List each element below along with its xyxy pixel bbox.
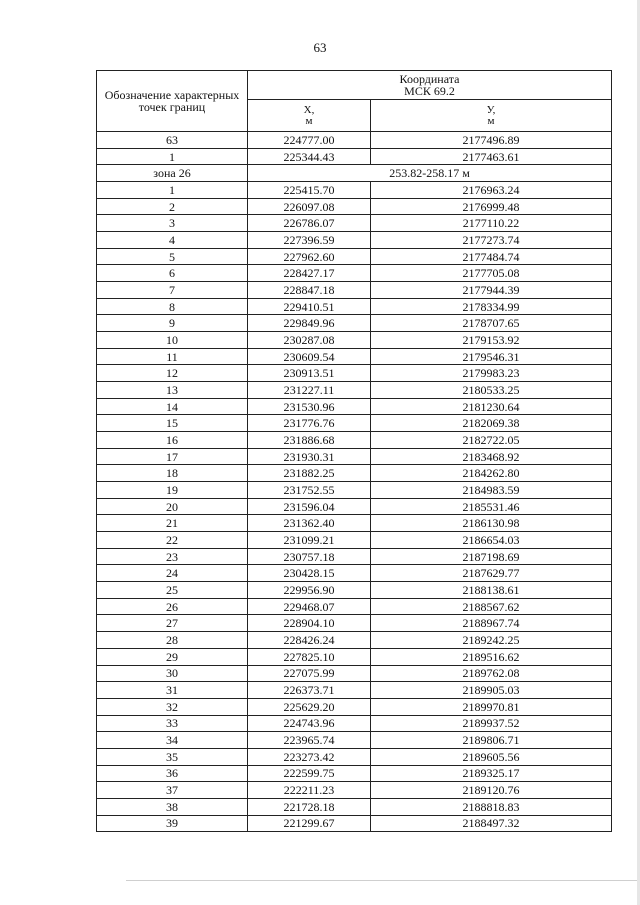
point-number-cell: 20 — [97, 498, 248, 515]
point-number-cell: 14 — [97, 398, 248, 415]
table-row — [97, 765, 612, 782]
page-number: 63 — [313, 40, 327, 55]
zone-range: 253.82-258.17 м — [248, 165, 612, 182]
x-coordinate-cell: 227825.10 — [248, 648, 371, 665]
y-coordinate-cell: 2184262.80 — [371, 465, 612, 482]
coordinates-table — [96, 70, 612, 832]
y-coordinate-cell: 2188497.32 — [371, 815, 612, 832]
table-row — [97, 132, 612, 149]
point-label-header: Обозначение характерных точек границ — [97, 71, 248, 132]
point-number-cell: 1 — [97, 182, 248, 199]
point-number-cell: 36 — [97, 765, 248, 782]
point-number-cell: 7 — [97, 282, 248, 299]
y-coordinate-cell: 2177705.08 — [371, 265, 612, 282]
x-coordinate-cell: 230609.54 — [248, 348, 371, 365]
point-number-cell: 32 — [97, 698, 248, 715]
x-coordinate-cell: 228426.24 — [248, 632, 371, 649]
y-coordinate-cell: 2189325.17 — [371, 765, 612, 782]
x-coordinate-cell: 226786.07 — [248, 215, 371, 232]
table-row — [97, 682, 612, 699]
y-coordinate-cell: 2177273.74 — [371, 232, 612, 249]
x-coordinate-cell: 227075.99 — [248, 665, 371, 682]
table-row — [97, 782, 612, 799]
table-row — [97, 382, 612, 399]
table-row — [97, 232, 612, 249]
table-row — [97, 798, 612, 815]
x-coordinate-cell: 229468.07 — [248, 598, 371, 615]
point-number-cell: 5 — [97, 248, 248, 265]
point-number-cell: 25 — [97, 582, 248, 599]
table-row — [97, 715, 612, 732]
x-coordinate-cell: 231099.21 — [248, 532, 371, 549]
table-header — [97, 71, 612, 132]
scan-edge-line — [126, 880, 640, 881]
table-row — [97, 415, 612, 432]
table-row — [97, 615, 612, 632]
y-coordinate-cell: 2189516.62 — [371, 648, 612, 665]
table-row — [97, 815, 612, 832]
x-coordinate-cell: 221728.18 — [248, 798, 371, 815]
y-coordinate-cell: 2189806.71 — [371, 732, 612, 749]
x-coordinate-cell: 225344.43 — [248, 148, 371, 165]
x-coordinate-cell: 229410.51 — [248, 298, 371, 315]
x-coordinate-cell: 226097.08 — [248, 198, 371, 215]
x-coordinate-cell: 231886.68 — [248, 432, 371, 449]
y-header: У, м — [371, 100, 612, 132]
coordinate-label: Координата — [399, 72, 460, 87]
table-row — [97, 665, 612, 682]
y-coordinate-cell: 2176963.24 — [371, 182, 612, 199]
y-coordinate-cell: 2179983.23 — [371, 365, 612, 382]
x-coordinate-cell: 231227.11 — [248, 382, 371, 399]
x-coordinate-cell: 230913.51 — [248, 365, 371, 382]
point-number-cell: 10 — [97, 332, 248, 349]
x-coordinate-cell: 228847.18 — [248, 282, 371, 299]
y-coordinate-cell: 2181230.64 — [371, 398, 612, 415]
table-row — [97, 215, 612, 232]
point-number-cell: 15 — [97, 415, 248, 432]
table-row — [97, 148, 612, 165]
x-coordinate-cell: 231752.55 — [248, 482, 371, 499]
point-number-cell: 2 — [97, 198, 248, 215]
point-number-cell: 21 — [97, 515, 248, 532]
y-coordinate-cell: 2189242.25 — [371, 632, 612, 649]
x-coordinate-cell: 224777.00 — [248, 132, 371, 149]
x-coordinate-cell: 223965.74 — [248, 732, 371, 749]
table-row — [97, 248, 612, 265]
x-coordinate-cell: 221299.67 — [248, 815, 371, 832]
y-coordinate-cell: 2177944.39 — [371, 282, 612, 299]
x-coordinate-cell: 228904.10 — [248, 615, 371, 632]
x-header: X, м — [248, 100, 371, 132]
point-number-cell: 9 — [97, 315, 248, 332]
table-row — [97, 698, 612, 715]
table-row — [97, 448, 612, 465]
x-coordinate-cell: 225415.70 — [248, 182, 371, 199]
point-number-cell: 29 — [97, 648, 248, 665]
y-coordinate-cell: 2182722.05 — [371, 432, 612, 449]
point-number-cell: 8 — [97, 298, 248, 315]
point-number-cell: 23 — [97, 548, 248, 565]
y-coordinate-cell: 2185531.46 — [371, 498, 612, 515]
point-number-cell: 35 — [97, 748, 248, 765]
table-row — [97, 598, 612, 615]
point-number-cell: 16 — [97, 432, 248, 449]
x-coordinate-cell: 230287.08 — [248, 332, 371, 349]
table-row — [97, 348, 612, 365]
point-number-cell: 37 — [97, 782, 248, 799]
point-number-cell: 4 — [97, 232, 248, 249]
table-row — [97, 465, 612, 482]
y-coordinate-cell: 2189905.03 — [371, 682, 612, 699]
table-row — [97, 398, 612, 415]
zone-label: зона 26 — [97, 165, 248, 182]
x-coordinate-cell: 224743.96 — [248, 715, 371, 732]
point-number-cell: 31 — [97, 682, 248, 699]
table-row — [97, 432, 612, 449]
x-coordinate-cell: 222211.23 — [248, 782, 371, 799]
table-row — [97, 282, 612, 299]
point-number-cell: 12 — [97, 365, 248, 382]
table-row — [97, 648, 612, 665]
table-row — [97, 182, 612, 199]
table-row — [97, 748, 612, 765]
y-coordinate-cell: 2178707.65 — [371, 315, 612, 332]
y-coordinate-cell: 2189970.81 — [371, 698, 612, 715]
x-coordinate-cell: 230757.18 — [248, 548, 371, 565]
point-number-cell: 13 — [97, 382, 248, 399]
table-row — [97, 565, 612, 582]
point-number-cell: 34 — [97, 732, 248, 749]
y-coordinate-cell: 2179546.31 — [371, 348, 612, 365]
x-coordinate-cell: 227962.60 — [248, 248, 371, 265]
x-coordinate-cell: 231596.04 — [248, 498, 371, 515]
x-coordinate-cell: 230428.15 — [248, 565, 371, 582]
y-coordinate-cell: 2189605.56 — [371, 748, 612, 765]
x-coordinate-cell: 231776.76 — [248, 415, 371, 432]
y-coordinate-cell: 2180533.25 — [371, 382, 612, 399]
x-coordinate-cell: 231930.31 — [248, 448, 371, 465]
x-coordinate-cell: 228427.17 — [248, 265, 371, 282]
coordinate-system: МСК 69.2 — [404, 84, 455, 99]
table-row — [97, 332, 612, 349]
y-coordinate-cell: 2177110.22 — [371, 215, 612, 232]
point-number-cell: 1 — [97, 148, 248, 165]
y-coordinate-cell: 2188567.62 — [371, 598, 612, 615]
point-number-cell: 3 — [97, 215, 248, 232]
y-coordinate-cell: 2177484.74 — [371, 248, 612, 265]
y-coordinate-cell: 2189120.76 — [371, 782, 612, 799]
y-coordinate-cell: 2187629.77 — [371, 565, 612, 582]
point-number-cell: 19 — [97, 482, 248, 499]
table-row — [97, 265, 612, 282]
table-body — [97, 132, 612, 832]
x-coordinate-cell: 223273.42 — [248, 748, 371, 765]
point-number-cell: 6 — [97, 265, 248, 282]
point-number-cell: 18 — [97, 465, 248, 482]
y-coordinate-cell: 2182069.38 — [371, 415, 612, 432]
y-coordinate-cell: 2188818.83 — [371, 798, 612, 815]
point-number-cell: 39 — [97, 815, 248, 832]
point-number-cell: 28 — [97, 632, 248, 649]
x-coordinate-cell: 222599.75 — [248, 765, 371, 782]
x-coordinate-cell: 231882.25 — [248, 465, 371, 482]
table-row — [97, 548, 612, 565]
x-coordinate-cell: 226373.71 — [248, 682, 371, 699]
point-number-cell: 11 — [97, 348, 248, 365]
table-row — [97, 632, 612, 649]
y-coordinate-cell: 2179153.92 — [371, 332, 612, 349]
point-number-cell: 38 — [97, 798, 248, 815]
y-coordinate-cell: 2176999.48 — [371, 198, 612, 215]
table-row — [97, 532, 612, 549]
table-row — [97, 315, 612, 332]
x-coordinate-cell: 231530.96 — [248, 398, 371, 415]
y-coordinate-cell: 2186654.03 — [371, 532, 612, 549]
x-coordinate-cell: 225629.20 — [248, 698, 371, 715]
table-row — [97, 198, 612, 215]
y-coordinate-cell: 2188138.61 — [371, 582, 612, 599]
point-number-cell: 17 — [97, 448, 248, 465]
point-number-cell: 24 — [97, 565, 248, 582]
y-coordinate-cell: 2177496.89 — [371, 132, 612, 149]
y-coordinate-cell: 2177463.61 — [371, 148, 612, 165]
y-coordinate-cell: 2184983.59 — [371, 482, 612, 499]
table-row — [97, 732, 612, 749]
y-coordinate-cell: 2189937.52 — [371, 715, 612, 732]
y-coordinate-cell: 2183468.92 — [371, 448, 612, 465]
table-row — [97, 365, 612, 382]
point-number-cell: 63 — [97, 132, 248, 149]
y-coordinate-cell: 2186130.98 — [371, 515, 612, 532]
x-coordinate-cell: 229956.90 — [248, 582, 371, 599]
x-coordinate-cell: 229849.96 — [248, 315, 371, 332]
x-coordinate-cell: 231362.40 — [248, 515, 371, 532]
y-coordinate-cell: 2178334.99 — [371, 298, 612, 315]
x-coordinate-cell: 227396.59 — [248, 232, 371, 249]
point-number-cell: 26 — [97, 598, 248, 615]
table-row — [97, 515, 612, 532]
table-row — [97, 498, 612, 515]
y-coordinate-cell: 2189762.08 — [371, 665, 612, 682]
table-row — [97, 582, 612, 599]
point-number-cell: 27 — [97, 615, 248, 632]
table-row — [97, 298, 612, 315]
point-number-cell: 33 — [97, 715, 248, 732]
zone-row — [97, 165, 612, 182]
table-row — [97, 482, 612, 499]
y-coordinate-cell: 2187198.69 — [371, 548, 612, 565]
point-number-cell: 22 — [97, 532, 248, 549]
coordinate-header — [248, 71, 612, 100]
point-number-cell: 30 — [97, 665, 248, 682]
y-coordinate-cell: 2188967.74 — [371, 615, 612, 632]
